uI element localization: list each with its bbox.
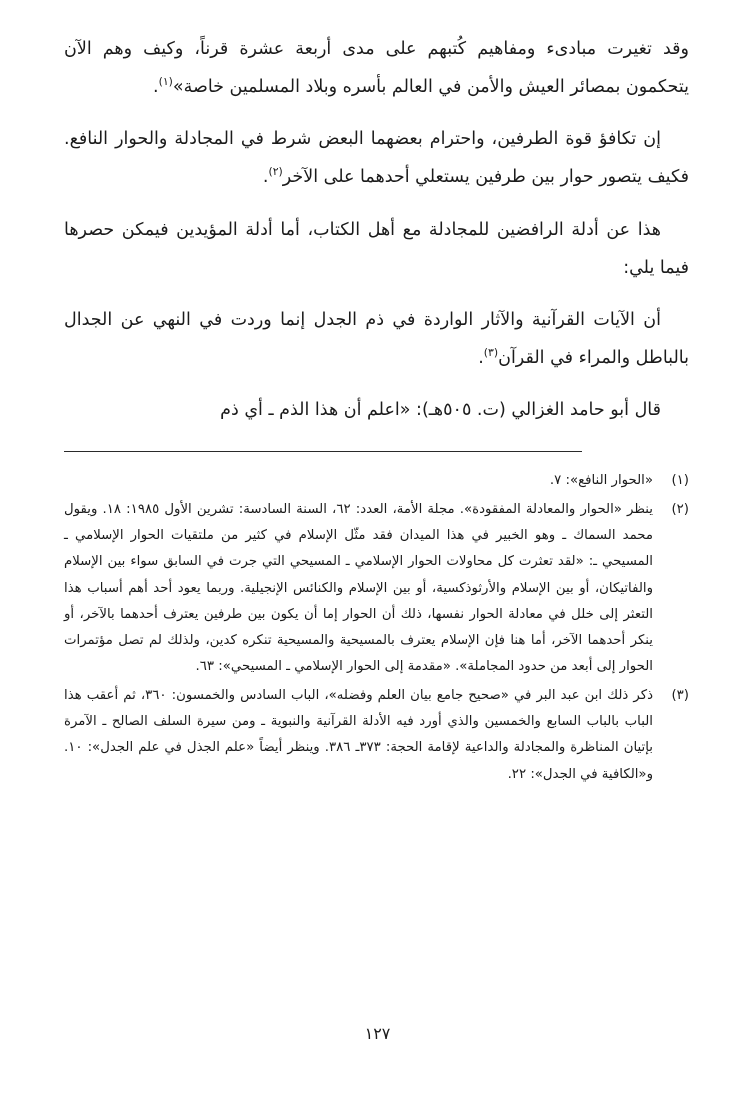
footnote-marker: (١) (671, 473, 689, 489)
footnote-ref-1: (١) (158, 75, 173, 89)
paragraph-text: هذا عن أدلة الرافضين للمجادلة مع أهل الكتاب، أما أدلة المؤيدين فيمكن حصرها فيما يلي: (64, 219, 689, 278)
paragraph-text: إن تكافؤ قوة الطرفين، واحترام بعضهما البعض شرط في المجادلة والحوار النافع. فكيف يتصور حوار بين طرفين يستعلي أحدهما على الآخر (64, 129, 689, 188)
paragraph-text: قال أبو حامد الغزالي (ت. ٥٠٥هـ): «اعلم أن هذا الذم ـ أي ذم (220, 400, 661, 421)
footnote-text: ذكر ذلك ابن عبد البر في «صحيح جامع بيان العلم وفضله»، الباب السادس والخمسون: ٣٦٠، ثم أعقب هذا الباب بالباب السابع والخمسين والذي أورد فيه الأدلة القرآنية والنبوية ـ ومن سيرة السلف الصالح ـ الآمرة بإتيان المناظرة والمجادلة والداعية لإقامة الحجة: ٣٧٣ـ ٣٨٦. وينظر أيضاً «علم الجذل في علم الجدل»: ١٠. و«الكافية في الجدل»: ٢٢. (64, 687, 653, 782)
footnote-marker: (٣) (671, 687, 689, 703)
footnote-text: ينظر «الحوار والمعادلة المفقودة». مجلة الأمة، العدد: ٦٢، السنة السادسة: تشرين الأول ١٩٨٥: ١٨. ويقول محمد السماك ـ وهو الخبير في هذا الميدان فقد مثّل الإسلام في كثير من ملتقيات الحوار الإسلامي ـ المسيحي ـ: «لقد تعثرت كل محاولات الحوار الإسلامي ـ المسيحي التي جرت في السابق سواء بين الإسلام والفاتيكان، أو بين الإسلام والأرثوذكسية، أو بين الإسلام والكنائس الإنجيلية. وربما يعود أحد أهم أسباب هذا التعثر إلى خلل في معادلة الحوار نفسها، ذلك أن الحوار إما أن يكون بين طرفين يعترف أحدهما بالآخر، أو ينكر أحدهما الآخر، أما هنا فإن الإسلام يعترف بالمسيحية والمسيحية تنكره كدين، ولذلك لم تصل مؤتمرات الحوار إلى أبعد من حدود المجاملة». «مقدمة إلى الحوار الإسلامي ـ المسيحي»: ٦٣. (64, 501, 653, 675)
paragraph-suffix: . (478, 347, 484, 368)
paragraph (64, 391, 689, 429)
footnote-item-3 (64, 683, 689, 788)
paragraph-text: أن الآيات القرآنية والآثار الواردة في ذم الجدل إنما وردت في النهي عن الجدال بالباطل والمراء في القرآن (64, 309, 689, 368)
paragraph (64, 301, 689, 377)
footnote-ref-3: (٣) (483, 346, 499, 360)
paragraph-suffix: . (153, 77, 159, 98)
footnote-marker: (٢) (671, 501, 689, 517)
main-text-block (64, 30, 689, 429)
paragraph-text: وقد تغيرت مبادىء ومفاهيم كُتبهم على مدى أربعة عشرة قرناً، وكيف وهم الآن يتحكمون بمصائر العيش والأمن في العالم بأسره وبلاد المسلمين خاصة» (64, 39, 689, 98)
paragraph (64, 120, 689, 196)
footnote-ref-2: (٢) (268, 165, 283, 179)
page-number: ١٢٧ (364, 1024, 391, 1043)
paragraph (64, 211, 689, 287)
footnote-item-2 (64, 497, 689, 681)
footnote-item-1 (64, 468, 689, 494)
footnotes-section (64, 468, 689, 788)
footnote-text: «الحوار النافع»: ٧. (549, 473, 653, 489)
paragraph-suffix: . (262, 167, 269, 188)
paragraph (64, 30, 689, 106)
footnote-separator-line (64, 451, 582, 452)
